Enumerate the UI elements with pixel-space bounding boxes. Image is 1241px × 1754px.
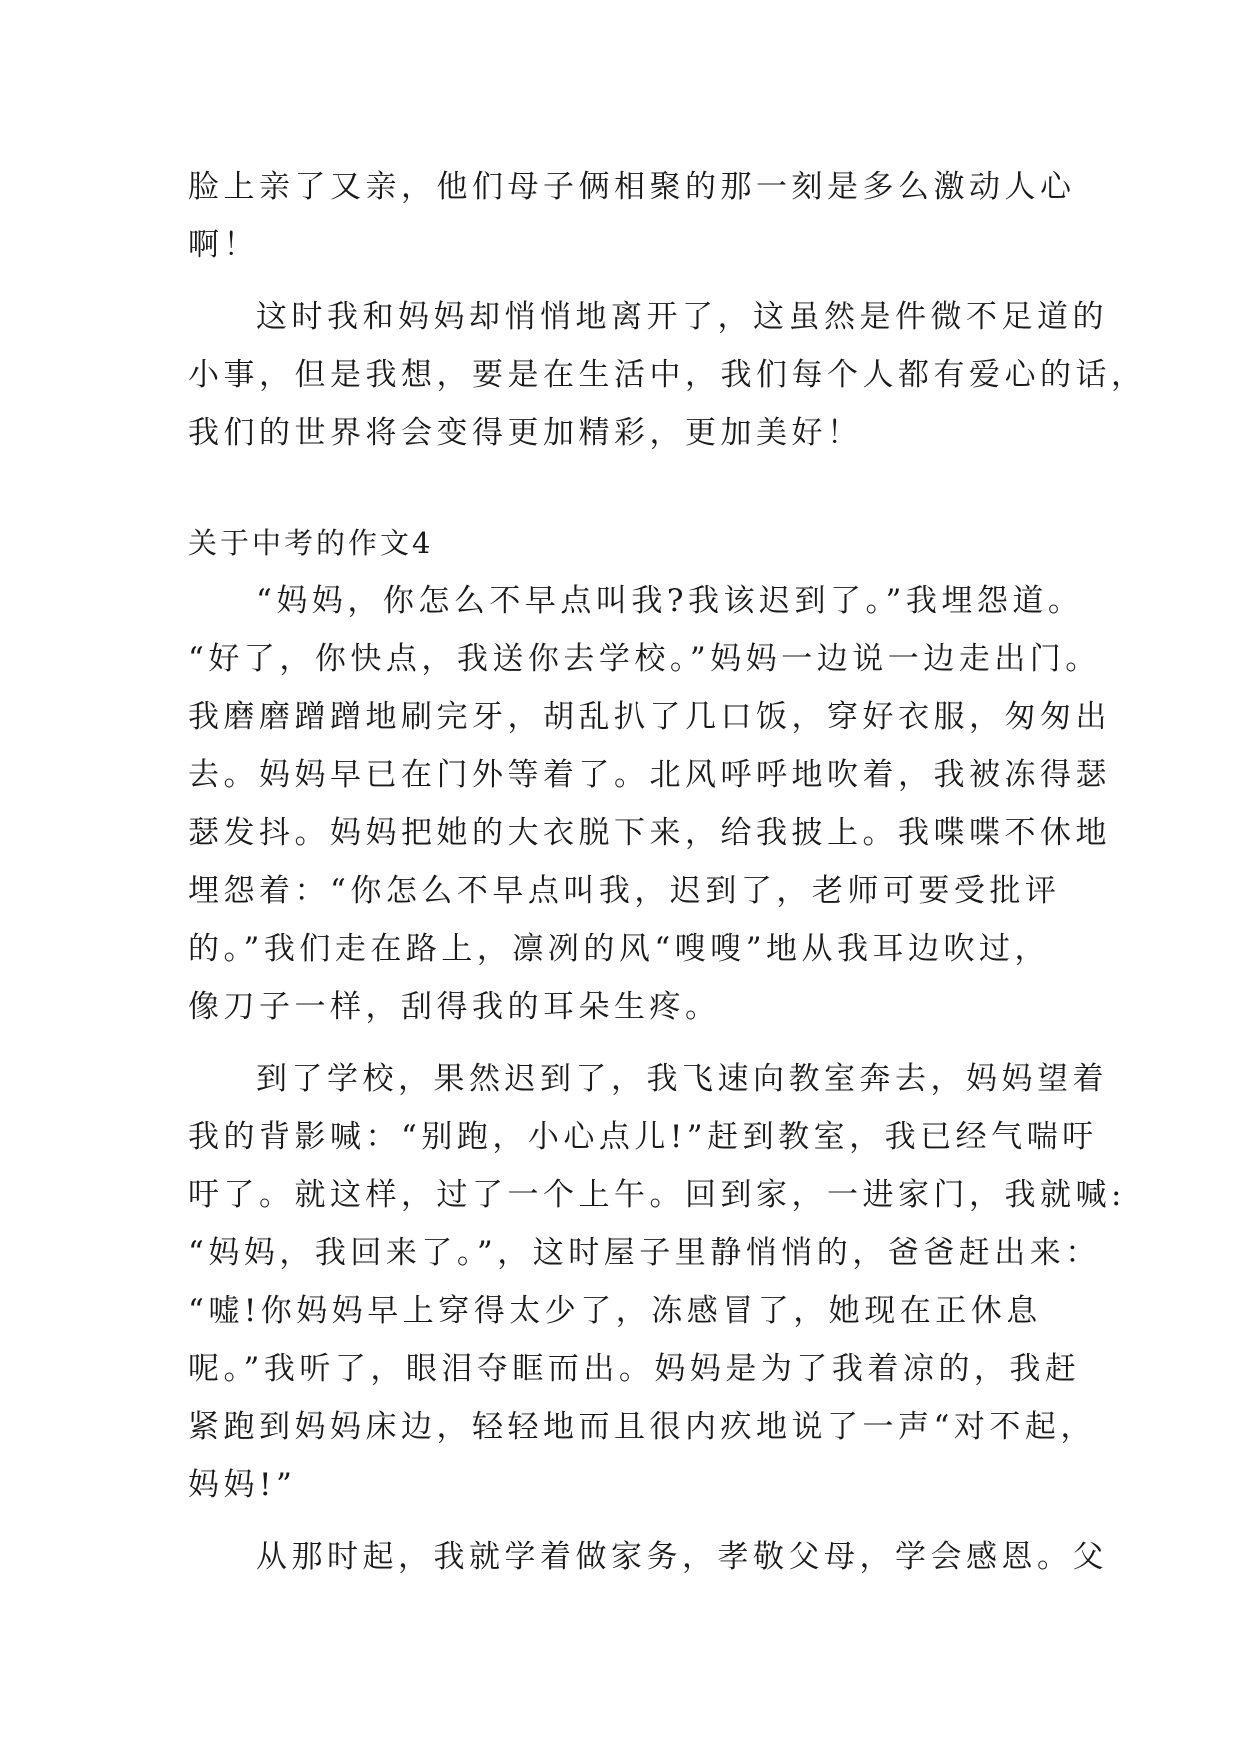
- text-line: 小事，但是我想，要是在生活中，我们每个人都有爱心的话，: [188, 357, 1147, 393]
- text-line: 我的背影喊：“别跑，小心点儿!”赶到教室，我已经气喘吁: [188, 1119, 1098, 1155]
- text-line: “妈妈，我回来了。”，这时屋子里静悄悄的，爸爸赶出来：: [188, 1235, 1101, 1271]
- text-line: 像刀子一样，刮得我的耳朵生疼。: [188, 989, 721, 1025]
- text-line: 从那时起，我就学着做家务，孝敬父母，学会感恩。父: [256, 1539, 1108, 1575]
- text-line: 去。妈妈早已在门外等着了。北风呼呼地吹着，我被冻得瑟: [188, 757, 1111, 793]
- text-line: 吁了。就这样，过了一个上午。回到家，一进家门，我就喊:: [188, 1177, 1126, 1213]
- paragraph: [188, 572, 1111, 1036]
- text-line: 啊！: [188, 227, 259, 263]
- text-line: 的。”我们走在路上，凛冽的风“嗖嗖”地从我耳边吹过，: [188, 931, 1051, 967]
- text-line: 我磨磨蹭蹭地刷完牙，胡乱扒了几口饭，穿好衣服，匆匆出: [188, 699, 1111, 735]
- text-line: “嘘!你妈妈早上穿得太少了，冻感冒了，她现在正休息: [188, 1293, 1042, 1329]
- text-line: 脸上亲了又亲，他们母子俩相聚的那一刻是多么激动人心: [188, 169, 1076, 205]
- text-line: 瑟发抖。妈妈把她的大衣脱下来，给我披上。我喋喋不休地: [188, 815, 1111, 851]
- paragraph: [188, 288, 1147, 462]
- text-line: 这时我和妈妈却悄悄地离开了，这虽然是件微不足道的: [256, 299, 1108, 335]
- text-line: 呢。”我听了，眼泪夺眶而出。妈妈是为了我着凉的，我赶: [188, 1351, 1081, 1387]
- text-line: 紧跑到妈妈床边，轻轻地而且很内疚地说了一声“对不起，: [188, 1409, 1096, 1445]
- paragraph: [188, 1050, 1126, 1514]
- text-line: 埋怨着：“你怎么不早点叫我，迟到了，老师可要受批评: [188, 873, 1061, 909]
- paragraph: [188, 1528, 1108, 1586]
- paragraph: [188, 158, 1076, 274]
- text-line: 妈妈!”: [188, 1467, 297, 1503]
- document-page: [188, 158, 1147, 1586]
- text-line: 我们的世界将会变得更加精彩，更加美好！: [188, 415, 863, 451]
- text-line: “好了，你快点，我送你去学校。”妈妈一边说一边走出门。: [188, 641, 1101, 677]
- text-line: 到了学校，果然迟到了，我飞速向教室奔去，妈妈望着: [256, 1061, 1108, 1097]
- section-heading: 关于中考的作文4: [188, 526, 434, 560]
- text-line: “妈妈，你怎么不早点叫我?我该迟到了。”我埋怨道。: [256, 583, 1084, 619]
